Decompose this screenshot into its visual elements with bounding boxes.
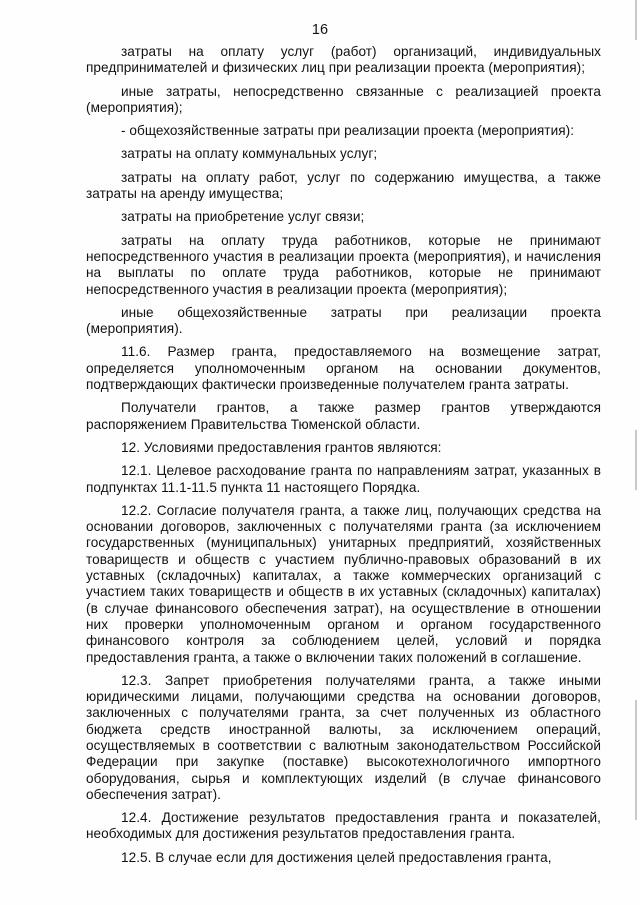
paragraph: - общехозяйственные затраты при реализации проекта (мероприятия): [121,123,575,139]
paragraph: затраты на приобретение услуг связи; [121,209,365,225]
paragraph: 12.5. В случае если для достижения целей предоставления гранта, [121,849,552,865]
paragraph: затраты на оплату услуг (работ) организаций, индивидуальных предпринимателей и физических лиц при реализации проекта (мероприятия); [86,44,601,76]
paragraph: 12. Условиями предоставления грантов являются: [121,439,442,455]
paragraph: затраты на оплату работ, услуг по содержанию имущества, а также затраты на аренду имущества; [86,169,601,202]
paragraph: иные общехозяйственные затраты при реализации проекта (мероприятия). [86,304,601,337]
scan-edge-mark [635,430,637,490]
paragraph: затраты на оплату труда работников, которые не принимают непосредственного участия в реализации проекта (мероприятия), и начисления на выплаты по оплате труда работников, которые не принимают непосредственного участия в реализации проекта (мероприятия); [86,232,601,297]
paragraph: затраты на оплату коммунальных услуг; [121,146,378,162]
scan-edge-mark [635,700,637,820]
paragraph: 12.4. Достижение результатов предоставления гранта и показателей, необходимых для достижения результатов предоставления гранта. [86,810,601,842]
paragraph: 11.6. Размер гранта, предоставляемого на возмещение затрат, определяется уполномоченным органом на основании документов, подтверждающих фактически произведенные получателем гранта затраты. [86,344,601,393]
paragraph: 12.2. Согласие получателя гранта, а также лиц, получающих средства на основании договоров, заключенных с получателями гранта (за исключением государственных (муниципальных) унитарных предприятий, хозяйственных товариществ и обществ с участием публично-правовых образований в их уставных (складочных) капиталах, а также коммерческих организаций с участием таких товариществ и обществ в их уставных (складочных) капиталах) (в случае финансового обеспечения затрат), на осуществление в отношении них проверки уполномоченным органом и органом государственного финансового контроля за соблюдением целей, условий и порядка предоставления гранта, а также о включении таких положений в соглашение. [86,502,601,665]
page-number: 16 [311,22,329,38]
document-body [86,44,601,873]
paragraph: 12.1. Целевое расходование гранта по направлениям затрат, указанных в подпунктах 11.1-11.5 пункта 11 настоящего Порядка. [86,463,601,495]
paragraph: иные затраты, непосредственно связанные с реализацией проекта (мероприятия); [86,83,601,115]
paragraph: Получатели грантов, а также размер грантов утверждаются распоряжением Правительства Тюменской области. [86,400,601,432]
paragraph: 12.3. Запрет приобретения получателями гранта, а также иными юридическими лицами, получающими средства на основании договоров, заключенных с получателями гранта, за счет полученных из областного бюджета средств иностранной валюты, за исключением операций, осуществляемых в соответствии с валютным законодательством Российской Федерации при закупке (поставке) высокотехнологичного импортного оборудования, сырья и комплектующих изделий (в случае финансового обеспечения затрат). [86,672,601,802]
